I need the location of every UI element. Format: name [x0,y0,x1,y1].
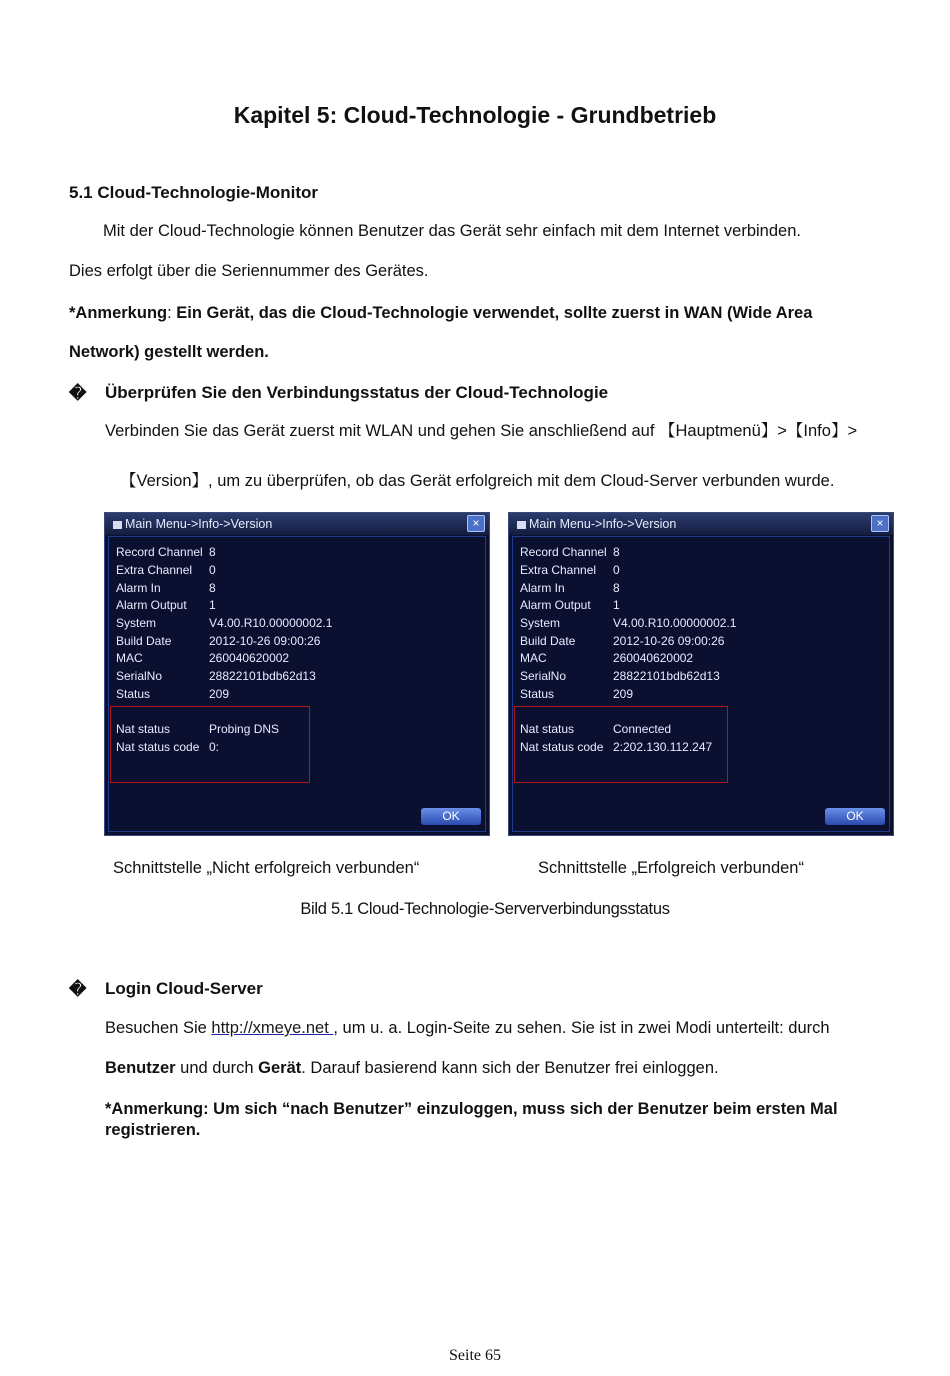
note-1-line-2: Network) gestellt werden. [69,343,269,361]
folder-icon [113,521,122,529]
info-row: SerialNo 28822101bdb62d13 [116,669,316,683]
intro-line-1: Mit der Cloud-Technologie können Benutzer das Gerät sehr einfach mit dem Internet verbinden. [103,222,801,240]
bullet-1-line-1: Verbinden Sie das Gerät zuerst mit WLAN und gehen Sie anschließend auf 【Hauptmenü】>【Info】> [105,422,858,440]
ok-button[interactable]: OK [421,808,481,825]
bold-term: Benutzer [105,1059,176,1077]
screen-titlebar [509,513,893,535]
text-span: Besuchen Sie [105,1019,212,1037]
nat-status-row: Nat status Probing DNS [116,722,280,736]
note-1-line-1 [69,304,812,323]
info-row: Alarm In 8 [116,581,216,595]
bullet-1-line-2: 【Version】, um zu überprüfen, ob das Gerät erfolgreich mit dem Cloud-Server verbunden wurde. [120,472,835,490]
info-row: Build Date 2012-10-26 09:00:26 [116,634,321,648]
note-1-prefix: *Anmerkung [69,304,168,322]
note-2-line-2: registrieren. [105,1121,201,1139]
note-2-line-1: *Anmerkung: Um sich “nach Benutzer” einzuloggen, muss sich der Benutzer beim ersten Mal [105,1100,838,1118]
bullet-2-icon: � [69,980,87,999]
screen-titlebar [105,513,489,535]
ok-button[interactable]: OK [825,808,885,825]
text-span: , um u. a. Login-Seite zu sehen. Sie ist in zwei Modi unterteilt: durch [333,1019,830,1037]
folder-icon [517,521,526,529]
page-title: Kapitel 5: Cloud-Technologie - Grundbetrieb [233,102,717,128]
info-row: Alarm In 8 [520,581,620,595]
screen-2-caption: Schnittstelle „Erfolgreich verbunden“ [538,859,804,877]
page-number: Seite 65 [449,1347,501,1364]
section-number: 5.1 [69,183,93,202]
bullet-2-line-1 [105,1019,830,1038]
screen-title: Main Menu->Info->Version [529,517,677,531]
nat-status-code-row: Nat status code 2:202.130.112.247 [520,740,713,754]
nat-status-code-row: Nat status code 0: [116,740,220,754]
figure-caption: Bild 5.1 Cloud-Technologie-Serververbindungsstatus [300,900,670,918]
dvr-screen-not-connected [104,512,490,836]
section-heading [69,183,318,203]
info-row: Build Date 2012-10-26 09:00:26 [520,634,725,648]
info-row: MAC 260040620002 [520,651,694,665]
section-title: Cloud-Technologie-Monitor [97,183,319,202]
info-row: System V4.00.R10.00000002.1 [520,616,737,630]
info-row: Alarm Output 1 [520,598,620,612]
screen-1-caption: Schnittstelle „Nicht erfolgreich verbunden“ [113,859,420,877]
info-row: System V4.00.R10.00000002.1 [116,616,333,630]
screen-title: Main Menu->Info->Version [125,517,273,531]
bullet-2-line-2 [105,1059,719,1078]
dvr-screen-connected [508,512,894,836]
info-row: MAC 260040620002 [116,651,290,665]
bullet-1-heading: Überprüfen Sie den Verbindungsstatus der Cloud-Technologie [105,383,609,402]
text-span: . Darauf basierend kann sich der Benutzer frei einloggen. [301,1059,719,1077]
intro-line-2: Dies erfolgt über die Seriennummer des Gerätes. [69,262,429,280]
info-row: Status 209 [520,687,634,701]
nat-status-row: Nat status Connected [520,722,672,736]
bullet-2-heading: Login Cloud-Server [105,979,263,998]
bullet-1-icon: � [69,384,87,403]
info-row: SerialNo 28822101bdb62d13 [520,669,720,683]
close-icon[interactable]: × [467,515,485,532]
info-row: Record Channel 8 [520,545,620,559]
xmeye-link[interactable]: http://xmeye.net [211,1019,334,1037]
note-1-colon: : [167,304,177,322]
info-row: Status 209 [116,687,230,701]
info-row: Record Channel 8 [116,545,216,559]
text-span: und durch [175,1059,259,1077]
info-row: Extra Channel 0 [116,563,216,577]
note-1-text: Ein Gerät, das die Cloud-Technologie verwendet, sollte zuerst in WAN (Wide Area [176,304,813,322]
info-row: Extra Channel 0 [520,563,620,577]
close-icon[interactable]: × [871,515,889,532]
bold-term: Gerät [258,1059,302,1077]
info-row: Alarm Output 1 [116,598,216,612]
